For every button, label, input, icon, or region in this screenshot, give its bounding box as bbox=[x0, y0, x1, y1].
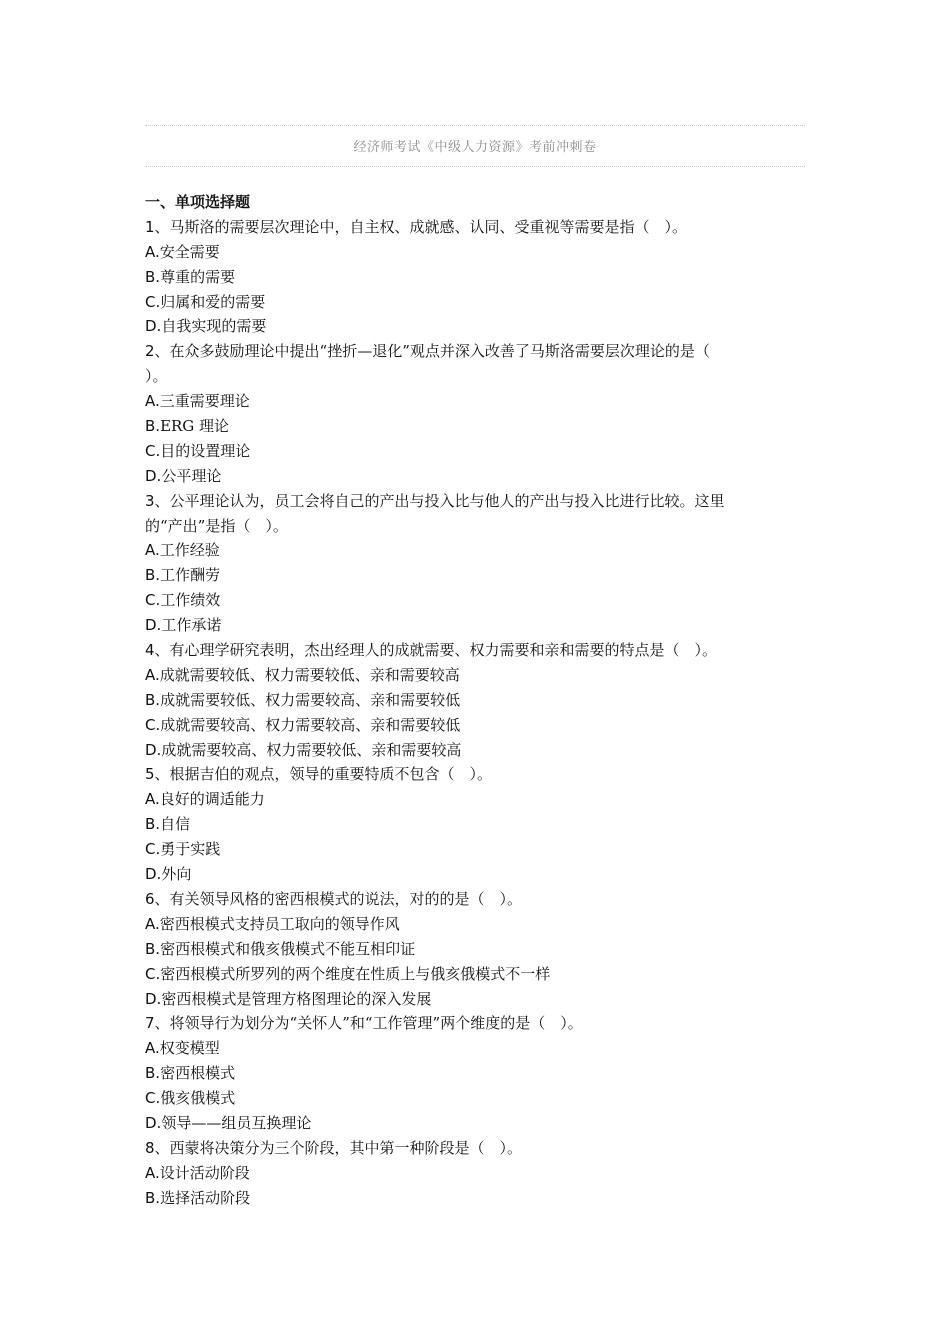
option-text: 密西根模式 bbox=[160, 1064, 236, 1083]
option-letter: A. bbox=[145, 1039, 160, 1058]
option-letter: A. bbox=[145, 242, 160, 261]
question-text-continued: ）。 bbox=[145, 367, 168, 386]
answer-option bbox=[145, 290, 805, 315]
option-letter: C. bbox=[145, 964, 161, 983]
answer-option bbox=[145, 1186, 805, 1211]
option-letter: C. bbox=[145, 591, 161, 610]
option-letter: D. bbox=[145, 1113, 162, 1132]
header-rule-bottom bbox=[145, 166, 805, 167]
option-text: 密西根模式支持员工取向的领导作风 bbox=[159, 914, 400, 933]
question-text: 根据吉伯的观点，领导的重要特质不包含（ ）。 bbox=[169, 765, 493, 784]
question-text: 马斯洛的需要层次理论中，自主权、成就感、认同、受重视等需要是指（ ）。 bbox=[169, 217, 688, 236]
answer-option bbox=[145, 613, 805, 638]
question-stem bbox=[145, 339, 805, 364]
answer-option bbox=[145, 314, 805, 339]
question-stem bbox=[145, 215, 805, 240]
answer-option bbox=[145, 987, 805, 1012]
option-letter: D. bbox=[145, 740, 162, 759]
option-letter: C. bbox=[145, 292, 161, 311]
answer-option bbox=[145, 663, 805, 688]
option-letter: B. bbox=[145, 939, 161, 958]
option-text: 三重需要理论 bbox=[159, 392, 250, 411]
option-letter: B. bbox=[145, 417, 161, 436]
option-text: 自信 bbox=[160, 815, 191, 834]
option-text: 工作酬劳 bbox=[160, 566, 221, 585]
option-text: 安全需要 bbox=[159, 242, 220, 261]
answer-option bbox=[145, 787, 805, 812]
option-text: 良好的调适能力 bbox=[159, 790, 265, 809]
option-letter: C. bbox=[145, 441, 161, 460]
option-text: 密西根模式所罗列的两个维度在性质上与俄亥俄模式不一样 bbox=[160, 964, 551, 983]
question-number: 3、 bbox=[145, 491, 170, 510]
option-letter: B. bbox=[145, 267, 161, 286]
option-text: 权变模型 bbox=[159, 1039, 220, 1058]
option-letter: A. bbox=[145, 1163, 160, 1182]
option-letter: B. bbox=[145, 815, 161, 834]
option-letter: A. bbox=[145, 790, 160, 809]
question-stem bbox=[145, 762, 805, 787]
answer-option bbox=[145, 439, 805, 464]
option-letter: D. bbox=[145, 466, 162, 485]
answer-option bbox=[145, 389, 805, 414]
answer-option bbox=[145, 1111, 805, 1136]
answer-option bbox=[145, 464, 805, 489]
question-text-continued: 的“产出”是指（ ）。 bbox=[145, 516, 288, 535]
answer-option bbox=[145, 1161, 805, 1186]
option-text: 密西根模式和俄亥俄模式不能互相印证 bbox=[160, 939, 416, 958]
option-letter: B. bbox=[145, 566, 161, 585]
answer-option bbox=[145, 265, 805, 290]
answer-option bbox=[145, 912, 805, 937]
answer-option bbox=[145, 862, 805, 887]
answer-option bbox=[145, 1061, 805, 1086]
option-letter: D. bbox=[145, 865, 162, 884]
question-number: 4、 bbox=[145, 641, 170, 660]
question-number: 1、 bbox=[145, 217, 170, 236]
answer-option bbox=[145, 538, 805, 563]
option-text: 领导——组员互换理论 bbox=[161, 1113, 312, 1132]
answer-option bbox=[145, 837, 805, 862]
option-letter: D. bbox=[145, 989, 162, 1008]
option-text: 工作承诺 bbox=[161, 616, 222, 635]
option-letter: A. bbox=[145, 914, 160, 933]
question-number: 7、 bbox=[145, 1014, 170, 1033]
answer-option bbox=[145, 588, 805, 613]
answer-option bbox=[145, 738, 805, 763]
question-number: 6、 bbox=[145, 889, 170, 908]
option-letter: D. bbox=[145, 317, 162, 336]
answer-option bbox=[145, 240, 805, 265]
question-stem bbox=[145, 489, 805, 514]
answer-option bbox=[145, 1036, 805, 1061]
option-text: 勇于实践 bbox=[160, 840, 221, 859]
option-text: 工作绩效 bbox=[160, 591, 221, 610]
option-text: 成就需要较低、权力需要较高、亲和需要较低 bbox=[160, 690, 461, 709]
question-text: 有心理学研究表明，杰出经理人的成就需要、权力需要和亲和需要的特点是（ ）。 bbox=[169, 641, 718, 660]
question-stem bbox=[145, 1011, 805, 1036]
option-text: 公平理论 bbox=[161, 466, 222, 485]
section-title: 一、单项选择题 bbox=[145, 193, 251, 211]
option-letter: C. bbox=[145, 715, 161, 734]
answer-option bbox=[145, 812, 805, 837]
question-stem bbox=[145, 887, 805, 912]
option-text: 外向 bbox=[161, 865, 192, 884]
question-number: 5、 bbox=[145, 765, 170, 784]
answer-option bbox=[145, 962, 805, 987]
option-text: 选择活动阶段 bbox=[160, 1188, 251, 1207]
option-letter: A. bbox=[145, 665, 160, 684]
question-number: 2、 bbox=[145, 342, 170, 361]
header-rule-top bbox=[145, 125, 805, 126]
option-letter: C. bbox=[145, 840, 161, 859]
option-text: ERG 理论 bbox=[160, 417, 230, 436]
question-text: 有关领导风格的密西根模式的说法，对的的是（ ）。 bbox=[169, 889, 523, 908]
option-text: 成就需要较高、权力需要较高、亲和需要较低 bbox=[160, 715, 461, 734]
option-letter: B. bbox=[145, 690, 161, 709]
answer-option bbox=[145, 414, 805, 439]
answer-option bbox=[145, 713, 805, 738]
option-text: 密西根模式是管理方格图理论的深入发展 bbox=[161, 989, 432, 1008]
option-text: 归属和爱的需要 bbox=[160, 292, 266, 311]
question-stem bbox=[145, 1136, 805, 1161]
option-letter: C. bbox=[145, 1089, 161, 1108]
option-text: 目的设置理论 bbox=[160, 441, 251, 460]
question-text: 西蒙将决策分为三个阶段，其中第一种阶段是（ ）。 bbox=[169, 1138, 523, 1157]
option-letter: B. bbox=[145, 1064, 161, 1083]
option-text: 成就需要较高、权力需要较低、亲和需要较高 bbox=[161, 740, 462, 759]
question-stem bbox=[145, 638, 805, 663]
option-letter: A. bbox=[145, 392, 160, 411]
option-letter: A. bbox=[145, 541, 160, 560]
option-letter: B. bbox=[145, 1188, 161, 1207]
option-text: 俄亥俄模式 bbox=[160, 1089, 236, 1108]
answer-option bbox=[145, 563, 805, 588]
document-header-title: 经济师考试《中级人力资源》考前冲刺卷 bbox=[353, 140, 597, 155]
question-text: 公平理论认为，员工会将自己的产出与投入比与他人的产出与投入比进行比较。这里 bbox=[169, 491, 725, 510]
option-text: 尊重的需要 bbox=[160, 267, 236, 286]
question-text: 在众多鼓励理论中提出“挫折—退化”观点并深入改善了马斯洛需要层次理论的是（ bbox=[169, 342, 710, 361]
document-body bbox=[145, 190, 805, 1211]
answer-option bbox=[145, 688, 805, 713]
option-text: 成就需要较低、权力需要较低、亲和需要较高 bbox=[159, 665, 460, 684]
option-text: 工作经验 bbox=[159, 541, 220, 560]
option-text: 自我实现的需要 bbox=[161, 317, 267, 336]
answer-option bbox=[145, 1086, 805, 1111]
option-letter: D. bbox=[145, 616, 162, 635]
question-text: 将领导行为划分为“关怀人”和“工作管理”两个维度的是（ ）。 bbox=[169, 1014, 583, 1033]
question-number: 8、 bbox=[145, 1138, 170, 1157]
answer-option bbox=[145, 937, 805, 962]
option-text: 设计活动阶段 bbox=[159, 1163, 250, 1182]
